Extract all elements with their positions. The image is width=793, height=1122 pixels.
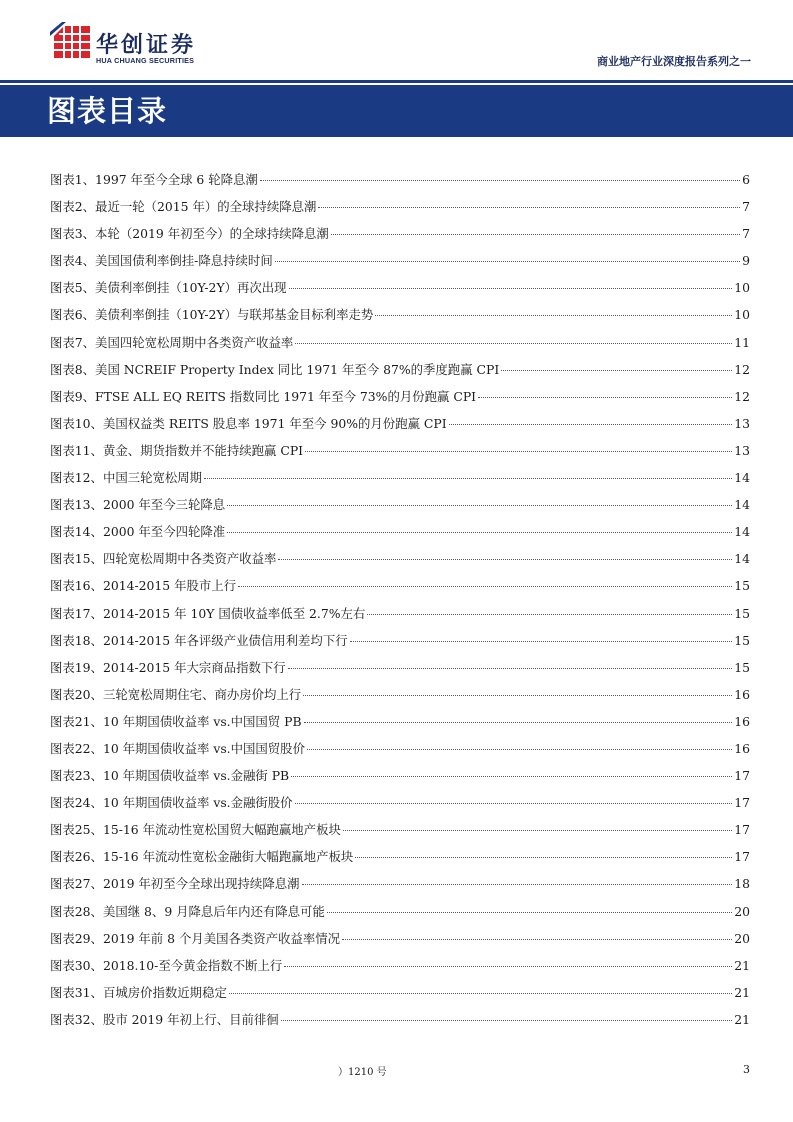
toc-entry[interactable] (50, 735, 750, 762)
toc-entry-label: 图表11、黄金、期货指数并不能持续跑赢 CPI (50, 442, 304, 458)
toc-entry[interactable] (50, 356, 750, 383)
toc-entry-label: 图表13、2000 年至今三轮降息 (50, 497, 226, 513)
toc-entry-label: 图表7、美国四轮宽松周期中各类资产收益率 (50, 334, 294, 350)
toc-entry-page: 10 (734, 280, 750, 296)
toc-entry-page: 17 (734, 849, 750, 865)
toc-dot-leader (305, 450, 732, 452)
toc-entry[interactable] (50, 410, 750, 437)
toc-dot-leader (295, 342, 732, 344)
toc-entry-label: 图表25、15-16 年流动性宽松国贸大幅跑赢地产板块 (50, 822, 341, 838)
toc-entry-label: 图表18、2014-2015 年各评级产业债信用利差均下行 (50, 632, 348, 648)
toc-dot-leader (291, 775, 732, 777)
toc-dot-leader (302, 883, 733, 885)
toc-entry-page: 12 (734, 361, 750, 377)
toc-entry-page: 14 (734, 524, 750, 540)
toc-entry[interactable] (50, 220, 750, 247)
toc-entry-label: 图表2、最近一轮（2015 年）的全球持续降息潮 (50, 199, 317, 215)
toc-entry-label: 图表1、1997 年至今全球 6 轮降息潮 (50, 172, 258, 187)
toc-dot-leader (343, 829, 732, 831)
toc-entry[interactable] (50, 545, 750, 572)
toc-entry-page: 7 (742, 199, 750, 215)
figure-list (50, 166, 750, 1033)
toc-entry-page: 21 (734, 1011, 750, 1027)
toc-dot-leader (478, 396, 732, 398)
toc-entry-page: 13 (734, 415, 750, 431)
toc-entry[interactable] (50, 708, 750, 735)
header-rule (0, 80, 793, 83)
toc-entry-label: 图表10、美国权益类 REITS 股息率 1971 年至今 90%的月份跑赢 CPI (50, 415, 447, 431)
toc-dot-leader (307, 748, 732, 750)
toc-entry[interactable] (50, 762, 750, 789)
toc-entry-page: 7 (742, 226, 750, 242)
toc-entry-page: 13 (734, 442, 750, 458)
toc-entry-page: 15 (734, 659, 750, 675)
toc-entry[interactable] (50, 870, 750, 897)
toc-entry[interactable] (50, 329, 750, 356)
toc-dot-leader (350, 640, 733, 642)
toc-entry-label: 图表20、三轮宽松周期住宅、商办房价均上行 (50, 686, 302, 702)
toc-entry-label: 图表8、美国 NCREIF Property Index 同比 1971 年至今 87%的季度跑赢 CPI (50, 361, 500, 377)
toc-dot-leader (318, 206, 740, 208)
toc-entry[interactable] (50, 572, 750, 599)
toc-entry-label: 图表14、2000 年至今四轮降准 (50, 524, 226, 540)
toc-entry-page: 15 (734, 578, 750, 594)
toc-entry-page: 21 (734, 957, 750, 973)
toc-entry-label: 图表30、2018.10-至今黄金指数不断上行 (50, 957, 283, 973)
toc-entry[interactable] (50, 437, 750, 464)
toc-dot-leader (449, 423, 733, 425)
toc-entry-page: 17 (734, 822, 750, 838)
logo-mark-icon (50, 22, 92, 64)
toc-entry-page: 10 (734, 307, 750, 323)
toc-entry[interactable] (50, 654, 750, 681)
toc-dot-leader (295, 802, 733, 804)
toc-entry[interactable] (50, 274, 750, 301)
toc-entry-label: 图表16、2014-2015 年股市上行 (50, 578, 237, 594)
toc-dot-leader (284, 965, 732, 967)
toc-entry-label: 图表26、15-16 年流动性宽松金融街大幅跑赢地产板块 (50, 849, 354, 865)
toc-dot-leader (288, 667, 733, 669)
toc-entry[interactable] (50, 166, 750, 193)
footer-license-number: ）1210 号 (338, 1067, 387, 1078)
toc-entry[interactable] (50, 925, 750, 952)
toc-dot-leader (260, 179, 740, 181)
toc-entry[interactable] (50, 464, 750, 491)
toc-entry-label: 图表15、四轮宽松周期中各类资产收益率 (50, 551, 277, 567)
toc-entry[interactable] (50, 1006, 750, 1033)
toc-entry[interactable] (50, 247, 750, 274)
toc-entry-page: 16 (734, 686, 750, 702)
toc-entry-label: 图表24、10 年期国债收益率 vs.金融街股价 (50, 795, 293, 811)
toc-entry-page: 17 (734, 768, 750, 784)
toc-entry[interactable] (50, 681, 750, 708)
toc-dot-leader (303, 694, 732, 696)
toc-entry-label: 图表3、本轮（2019 年初至今）的全球持续降息潮 (50, 226, 329, 242)
toc-dot-leader (327, 911, 732, 913)
toc-entry[interactable] (50, 952, 750, 979)
toc-entry-label: 图表19、2014-2015 年大宗商品指数下行 (50, 659, 286, 675)
toc-dot-leader (331, 233, 740, 235)
toc-entry-page: 15 (734, 605, 750, 621)
logo-subtitle: HUA CHUANG SECURITIES (96, 56, 195, 65)
toc-entry[interactable] (50, 491, 750, 518)
toc-entry-page: 14 (734, 497, 750, 513)
toc-entry-label: 图表27、2019 年初至今全球出现持续降息潮 (50, 876, 300, 892)
toc-dot-leader (289, 287, 733, 289)
toc-entry-page: 11 (734, 334, 750, 350)
toc-dot-leader (501, 369, 732, 371)
toc-entry-page: 20 (734, 903, 750, 919)
toc-entry-page: 9 (742, 253, 750, 269)
toc-dot-leader (238, 585, 732, 587)
toc-entry[interactable] (50, 979, 750, 1006)
toc-entry-label: 图表5、美债利率倒挂（10Y-2Y）再次出现 (50, 280, 287, 296)
toc-entry[interactable] (50, 627, 750, 654)
footer-page-number: 3 (743, 1063, 750, 1076)
toc-entry[interactable] (50, 518, 750, 545)
toc-entry-label: 图表12、中国三轮宽松周期 (50, 470, 203, 486)
toc-entry-label: 图表6、美债利率倒挂（10Y-2Y）与联邦基金目标利率走势 (50, 307, 374, 323)
toc-entry-page: 20 (734, 930, 750, 946)
toc-dot-leader (304, 721, 733, 723)
toc-entry-page: 16 (734, 740, 750, 756)
toc-entry-label: 图表29、2019 年前 8 个月美国各类资产收益率情况 (50, 930, 341, 946)
toc-entry-label: 图表23、10 年期国债收益率 vs.金融街 PB (50, 768, 290, 784)
toc-entry[interactable] (50, 193, 750, 220)
report-series-title: 商业地产行业深度报告系列之一 (597, 55, 751, 68)
toc-entry-page: 14 (734, 470, 750, 486)
toc-entry-label: 图表28、美国继 8、9 月降息后年内还有降息可能 (50, 903, 325, 919)
toc-entry-page: 16 (734, 713, 750, 729)
toc-entry-label: 图表21、10 年期国债收益率 vs.中国国贸 PB (50, 713, 302, 729)
toc-entry-label: 图表9、FTSE ALL EQ REITS 指数同比 1971 年至今 73%的月份跑赢 CPI (50, 388, 477, 404)
toc-entry-page: 18 (734, 876, 750, 892)
toc-entry[interactable] (50, 301, 750, 328)
toc-dot-leader (229, 992, 732, 994)
toc-entry-label: 图表22、10 年期国债收益率 vs.中国国贸股价 (50, 740, 305, 756)
toc-entry[interactable] (50, 383, 750, 410)
toc-dot-leader (275, 260, 740, 262)
section-title: 图表目录 (47, 94, 168, 128)
toc-dot-leader (281, 1019, 733, 1021)
toc-entry-label: 图表32、股市 2019 年初上行、目前徘徊 (50, 1011, 279, 1027)
company-logo (50, 22, 260, 68)
toc-entry[interactable] (50, 816, 750, 843)
toc-entry[interactable] (50, 898, 750, 925)
toc-entry-label: 图表4、美国国债利率倒挂-降息持续时间 (50, 253, 273, 269)
section-banner (0, 85, 793, 137)
toc-entry-page: 17 (734, 795, 750, 811)
logo-name: 华创证券 (96, 33, 197, 58)
toc-entry-label: 图表17、2014-2015 年 10Y 国债收益率低至 2.7%左右 (50, 605, 366, 621)
toc-dot-leader (355, 856, 732, 858)
toc-entry-label: 图表31、百城房价指数近期稳定 (50, 984, 227, 1000)
toc-dot-leader (375, 314, 732, 316)
toc-entry-page: 15 (734, 632, 750, 648)
toc-entry-page: 14 (734, 551, 750, 567)
toc-entry-page: 21 (734, 984, 750, 1000)
toc-dot-leader (227, 504, 732, 506)
toc-entry[interactable] (50, 843, 750, 870)
toc-dot-leader (227, 531, 732, 533)
toc-dot-leader (342, 938, 732, 940)
toc-entry[interactable] (50, 600, 750, 627)
toc-dot-leader (367, 613, 732, 615)
toc-entry-page: 12 (734, 388, 750, 404)
toc-entry[interactable] (50, 789, 750, 816)
toc-dot-leader (278, 558, 732, 560)
toc-dot-leader (204, 477, 732, 479)
toc-entry-page: 6 (742, 172, 750, 187)
